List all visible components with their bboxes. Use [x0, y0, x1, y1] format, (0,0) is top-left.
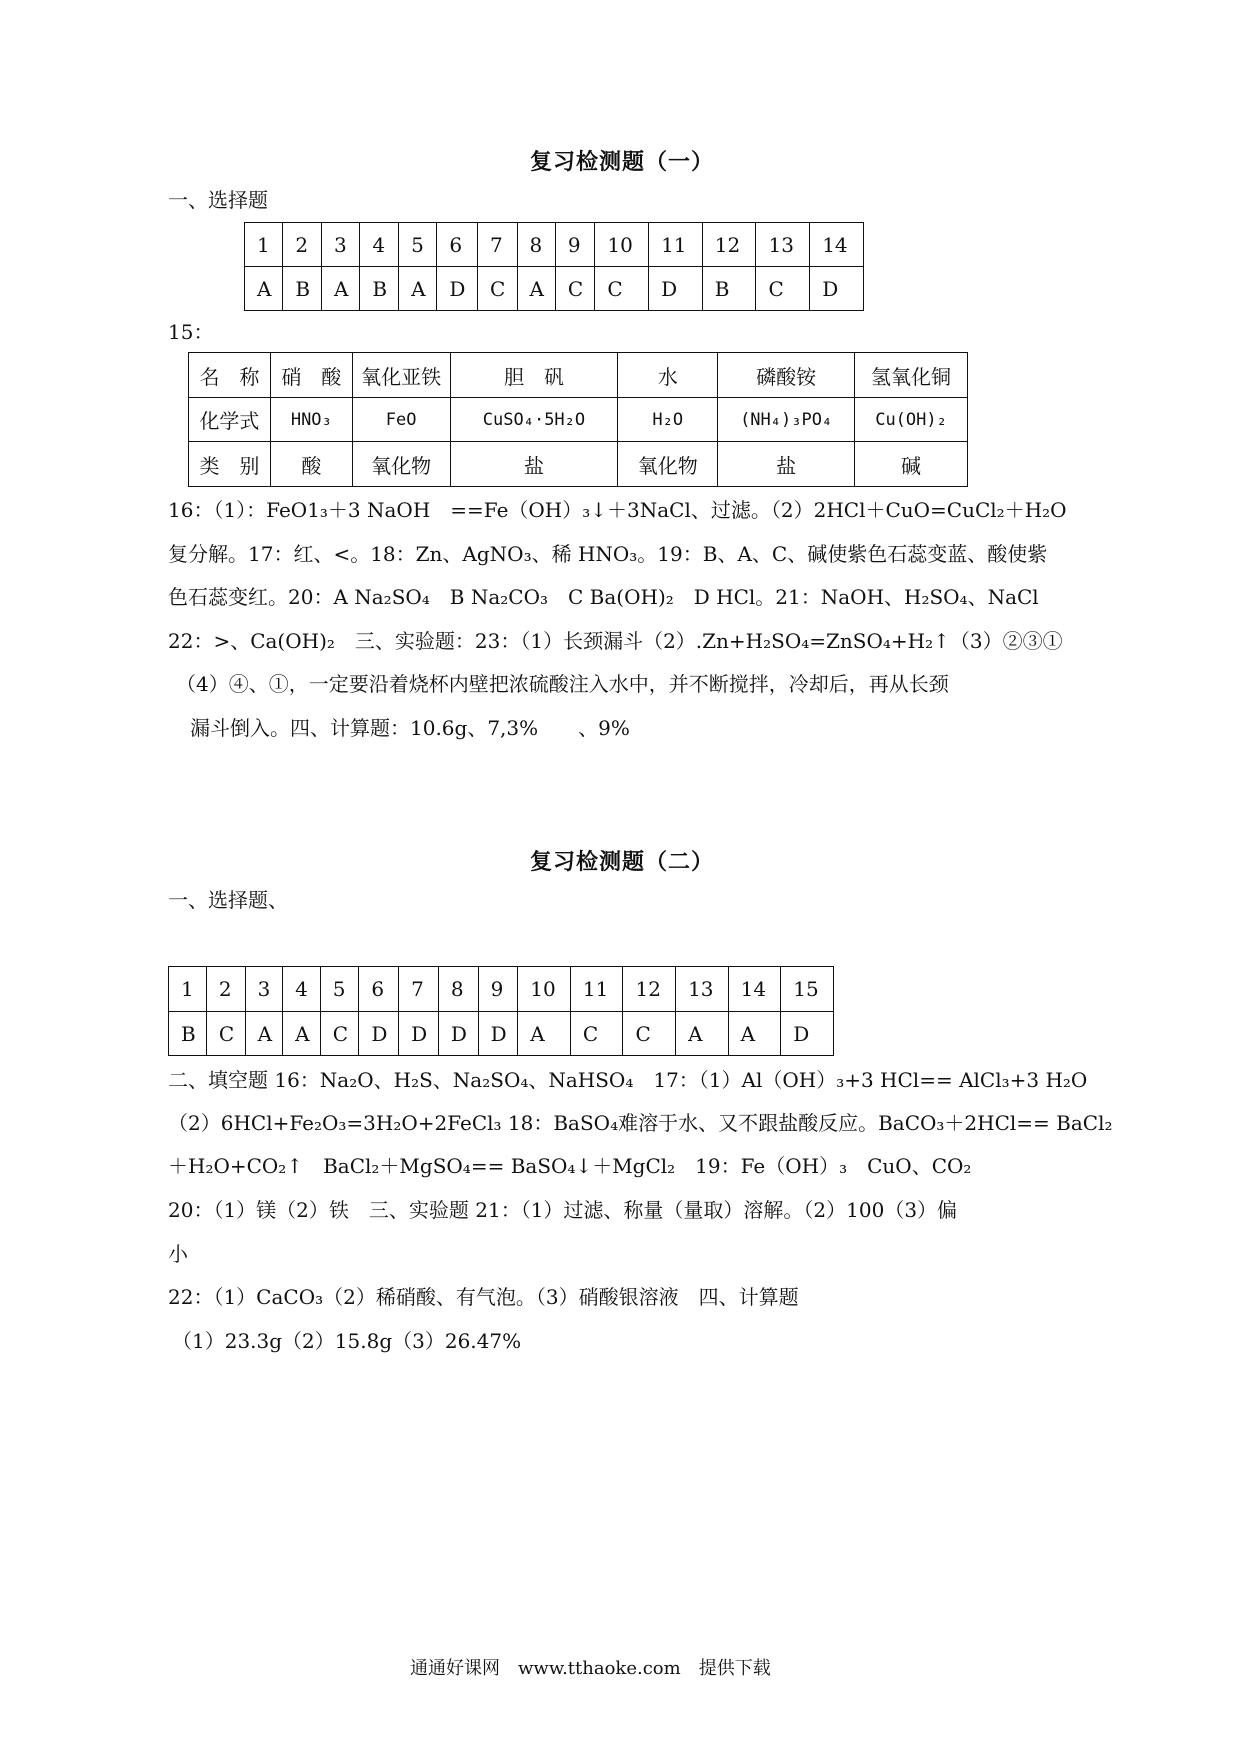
- mc-number-row: [169, 967, 834, 1012]
- q15-cell: 硝 酸: [270, 353, 352, 398]
- mc-answer-cell: D: [478, 1012, 518, 1056]
- mc-answer-row: [245, 267, 864, 311]
- section2-title: 复习检测题（二）: [530, 849, 715, 875]
- mc-answer-cell: B: [702, 267, 756, 311]
- q15-cell: Cu(OH)₂: [855, 398, 968, 442]
- section1-title: 复习检测题（一）: [530, 149, 715, 175]
- q15-cell: 氢氧化铜: [855, 353, 968, 398]
- mc-answer-cell: A: [245, 267, 283, 311]
- q15-cell: 磷酸铵: [718, 353, 855, 398]
- mc-number-cell: 9: [555, 223, 595, 267]
- q15-cell: 碱: [855, 442, 968, 487]
- mc-answer-cell: A: [399, 267, 437, 311]
- answer-line: （4）④、①，一定要沿着烧杯内壁把浓硫酸注入水中，并不断搅拌，冷却后，再从长颈: [176, 672, 949, 696]
- mc-answer-cell: C: [570, 1012, 623, 1056]
- q15-cell: FeO: [352, 398, 450, 442]
- page-footer: 通通好课网 www.tthaoke.com 提供下载: [410, 1658, 771, 1679]
- mc-number-cell: 12: [702, 223, 756, 267]
- q15-cell: (NH₄)₃PO₄: [718, 398, 855, 442]
- mc-answer-cell: A: [283, 1012, 321, 1056]
- mc-number-cell: 8: [517, 223, 555, 267]
- mc-number-cell: 13: [676, 967, 729, 1012]
- q15-cell: 胆 矾: [450, 353, 618, 398]
- q15-cell: 水: [618, 353, 718, 398]
- mc-number-cell: 14: [810, 223, 864, 267]
- mc-number-cell: 13: [756, 223, 810, 267]
- mc-answer-cell: A: [728, 1012, 781, 1056]
- mc-number-cell: 3: [322, 223, 360, 267]
- mc-number-row: [245, 223, 864, 267]
- q15-cell: H₂O: [618, 398, 718, 442]
- mc-answer-cell: B: [283, 267, 322, 311]
- mc-answer-cell: C: [595, 267, 649, 311]
- q15-cell: 名 称: [189, 353, 271, 398]
- mc-number-cell: 11: [649, 223, 703, 267]
- answer-line: ＋H₂O+CO₂↑ BaCl₂＋MgSO₄== BaSO₄↓＋MgCl₂ 19：Fe（OH）₃ CuO、CO₂: [168, 1154, 972, 1178]
- q15-cell: 盐: [718, 442, 855, 487]
- q15-formula-row: [189, 398, 968, 442]
- answer-line: 22：（1）CaCO₃（2）稀硝酸、有气泡。（3）硝酸银溶液 四、计算题: [168, 1285, 799, 1309]
- answer-line: 22：>、Ca(OH)₂ 三、实验题：23：（1）长颈漏斗（2）.Zn+H₂SO₄=ZnSO₄+H₂↑（3）②③①: [168, 629, 1063, 653]
- q15-cell: 化学式: [189, 398, 271, 442]
- section1-mc-table: [244, 222, 864, 311]
- answer-line: 小: [168, 1242, 188, 1266]
- mc-number-cell: 4: [283, 967, 321, 1012]
- mc-number-cell: 1: [169, 967, 207, 1012]
- q15-category-row: [189, 442, 968, 487]
- mc-number-cell: 12: [623, 967, 676, 1012]
- mc-number-cell: 2: [283, 223, 322, 267]
- mc-answer-cell: A: [245, 1012, 283, 1056]
- mc-answer-cell: D: [781, 1012, 834, 1056]
- mc-number-cell: 6: [437, 223, 478, 267]
- mc-answer-cell: C: [555, 267, 595, 311]
- section2-part1-heading: 一、选择题、: [168, 888, 288, 912]
- mc-answer-cell: A: [322, 267, 360, 311]
- q15-label: 15：: [168, 320, 214, 344]
- mc-number-cell: 4: [360, 223, 399, 267]
- mc-number-cell: 7: [477, 223, 517, 267]
- q15-cell: 氧化物: [618, 442, 718, 487]
- mc-answer-cell: D: [438, 1012, 478, 1056]
- mc-answer-cell: C: [623, 1012, 676, 1056]
- answer-line: 复分解。17：红、<。18：Zn、AgNO₃、稀 HNO₃。19：B、A、C、碱使紫色石蕊变蓝、酸使紫: [168, 542, 1048, 566]
- mc-number-cell: 5: [320, 967, 359, 1012]
- mc-answer-cell: A: [518, 1012, 571, 1056]
- mc-answer-row: [169, 1012, 834, 1056]
- section1-part1-heading: 一、选择题: [168, 188, 268, 212]
- mc-answer-cell: D: [810, 267, 864, 311]
- mc-answer-cell: D: [437, 267, 478, 311]
- mc-answer-cell: B: [360, 267, 399, 311]
- mc-number-cell: 2: [206, 967, 245, 1012]
- mc-answer-cell: C: [477, 267, 517, 311]
- q15-cell: 氧化物: [352, 442, 450, 487]
- mc-number-cell: 6: [359, 967, 399, 1012]
- mc-answer-cell: D: [649, 267, 703, 311]
- mc-number-cell: 10: [518, 967, 571, 1012]
- mc-answer-cell: D: [399, 1012, 439, 1056]
- mc-answer-cell: C: [206, 1012, 245, 1056]
- q15-table: [188, 352, 968, 487]
- q15-cell: CuSO₄·5H₂O: [450, 398, 618, 442]
- answer-line: 漏斗倒入。四、计算题：10.6g、7,3% 、9%: [190, 716, 630, 740]
- mc-answer-cell: B: [169, 1012, 207, 1056]
- answer-line: （2）6HCl+Fe₂O₃=3H₂O+2FeCl₃ 18：BaSO₄难溶于水、又不跟盐酸反应。BaCO₃＋2HCl== BaCl₂: [168, 1111, 1113, 1135]
- section2-mc-table: [168, 966, 834, 1056]
- mc-answer-cell: D: [359, 1012, 399, 1056]
- mc-number-cell: 7: [399, 967, 439, 1012]
- q15-cell: 类 别: [189, 442, 271, 487]
- mc-number-cell: 10: [595, 223, 649, 267]
- mc-answer-cell: A: [517, 267, 555, 311]
- answer-line: 16：（1）：FeO1₃＋3 NaOH ==Fe（OH）₃↓＋3NaCl、过滤。（2）2HCl＋CuO=CuCl₂＋H₂O: [168, 498, 1067, 522]
- mc-number-cell: 1: [245, 223, 283, 267]
- mc-number-cell: 9: [478, 967, 518, 1012]
- mc-number-cell: 5: [399, 223, 437, 267]
- answer-line: 二、填空题 16：Na₂O、H₂S、Na₂SO₄、NaHSO₄ 17：（1）Al（OH）₃+3 HCl== AlCl₃+3 H₂O: [168, 1068, 1088, 1092]
- mc-number-cell: 3: [245, 967, 283, 1012]
- mc-number-cell: 8: [438, 967, 478, 1012]
- q15-cell: 氧化亚铁: [352, 353, 450, 398]
- q15-cell: 盐: [450, 442, 618, 487]
- mc-answer-cell: A: [676, 1012, 729, 1056]
- mc-number-cell: 14: [728, 967, 781, 1012]
- answer-line: 20：（1）镁（2）铁 三、实验题 21：（1）过滤、称量（量取）溶解。（2）100（3）偏: [168, 1198, 958, 1222]
- q15-cell: 酸: [270, 442, 352, 487]
- mc-answer-cell: C: [756, 267, 810, 311]
- answer-line: 色石蕊变红。20：A Na₂SO₄ B Na₂CO₃ C Ba(OH)₂ D HCl。21：NaOH、H₂SO₄、NaCl: [168, 585, 1039, 609]
- mc-answer-cell: C: [320, 1012, 359, 1056]
- q15-cell: HNO₃: [270, 398, 352, 442]
- mc-number-cell: 11: [570, 967, 623, 1012]
- answer-line: （1）23.3g（2）15.8g（3）26.47%: [172, 1329, 522, 1353]
- mc-number-cell: 15: [781, 967, 834, 1012]
- q15-name-row: [189, 353, 968, 398]
